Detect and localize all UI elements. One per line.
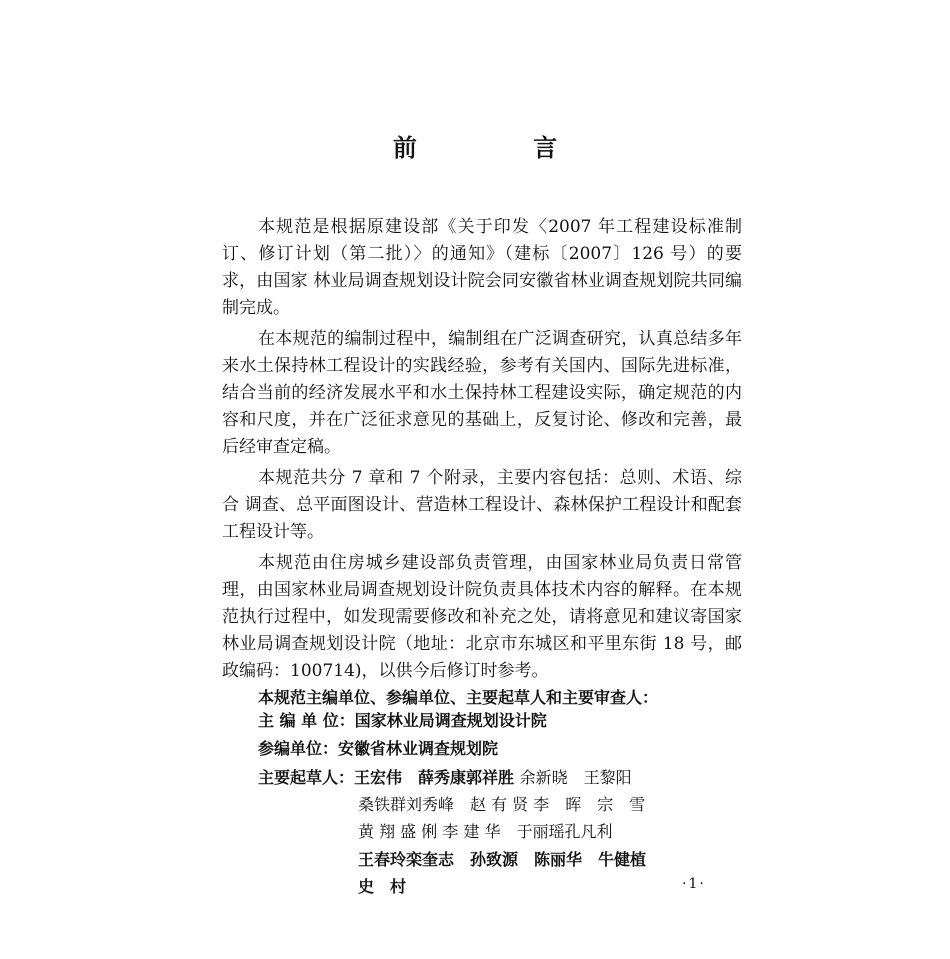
drafters-row1-bold: 王宏伟 薛秀康郭祥胜 bbox=[354, 768, 515, 787]
drafters-label: 主要起草人： bbox=[258, 768, 355, 787]
chief-unit-label: 主 编 单 位： bbox=[258, 711, 355, 730]
units-heading: 本规范主编单位、参编单位、主要起草人和主要审查人： bbox=[258, 688, 659, 707]
participating-unit-line bbox=[258, 735, 498, 762]
paragraph-1: 本规范是根据原建设部《关于印发〈2007 年工程建设标准制订、修订计划（第二批）〉的通知》（建标〔2007〕126 号）的要求，由国家 林业局调查规划设计院会同安徽省林业调查规划院共同编制完成。 bbox=[222, 217, 742, 318]
drafters-line-2: 桑铁群刘秀峰 赵 有 贤 李 晖 宗 雪 bbox=[358, 795, 646, 814]
participating-unit-label: 参编单位： bbox=[258, 739, 339, 758]
drafters-line-5: 史 村 bbox=[358, 877, 407, 896]
drafters-line-1 bbox=[258, 764, 632, 791]
page-number: ·1· bbox=[682, 876, 706, 892]
chief-unit-line bbox=[258, 707, 547, 734]
drafters-line-3: 黄 翔 盛 俐 李 建 华 于丽瑶孔凡利 bbox=[358, 822, 613, 841]
paragraph-4: 本规范由住房城乡建设部负责管理，由国家林业局负责日常管理，由国家林业局调查规划设计院负责具体技术内容的解释。在本规范执行过程中，如发现需要修改和补充之处，请将意见和建议寄国家林业局调查规划设计院（地址：北京市东城区和平里东街 18 号，邮政编码：100714)，以供今后修订时参考。 bbox=[222, 553, 742, 681]
drafters-row1-normal: 余新晓 王黎阳 bbox=[519, 768, 632, 787]
chief-unit-value: 国家林业局调查规划设计院 bbox=[354, 711, 547, 730]
participating-unit-value: 安徽省林业调查规划院 bbox=[338, 739, 499, 758]
drafters-line-4: 王春玲栾奎志 孙致源 陈丽华 牛健植 bbox=[358, 850, 647, 869]
page-title: 前 言 bbox=[392, 134, 612, 162]
paragraph-2: 在本规范的编制过程中，编制组在广泛调查研究，认真总结多年来水土保持林工程设计的实践经验，参考有关国内、国际先进标准，结合当前的经济发展水平和水土保持林工程建设实际，确定规范的内容和尺度，并在广泛征求意见的基础上，反复讨论、修改和完善，最后经审查定稿。 bbox=[222, 329, 742, 457]
body-content bbox=[222, 214, 742, 689]
paragraph-3: 本规范共分 7 章和 7 个附录，主要内容包括：总则、术语、综合 调查、总平面图设计、营造林工程设计、森林保护工程设计和配套 工程设计等。 bbox=[222, 468, 742, 542]
